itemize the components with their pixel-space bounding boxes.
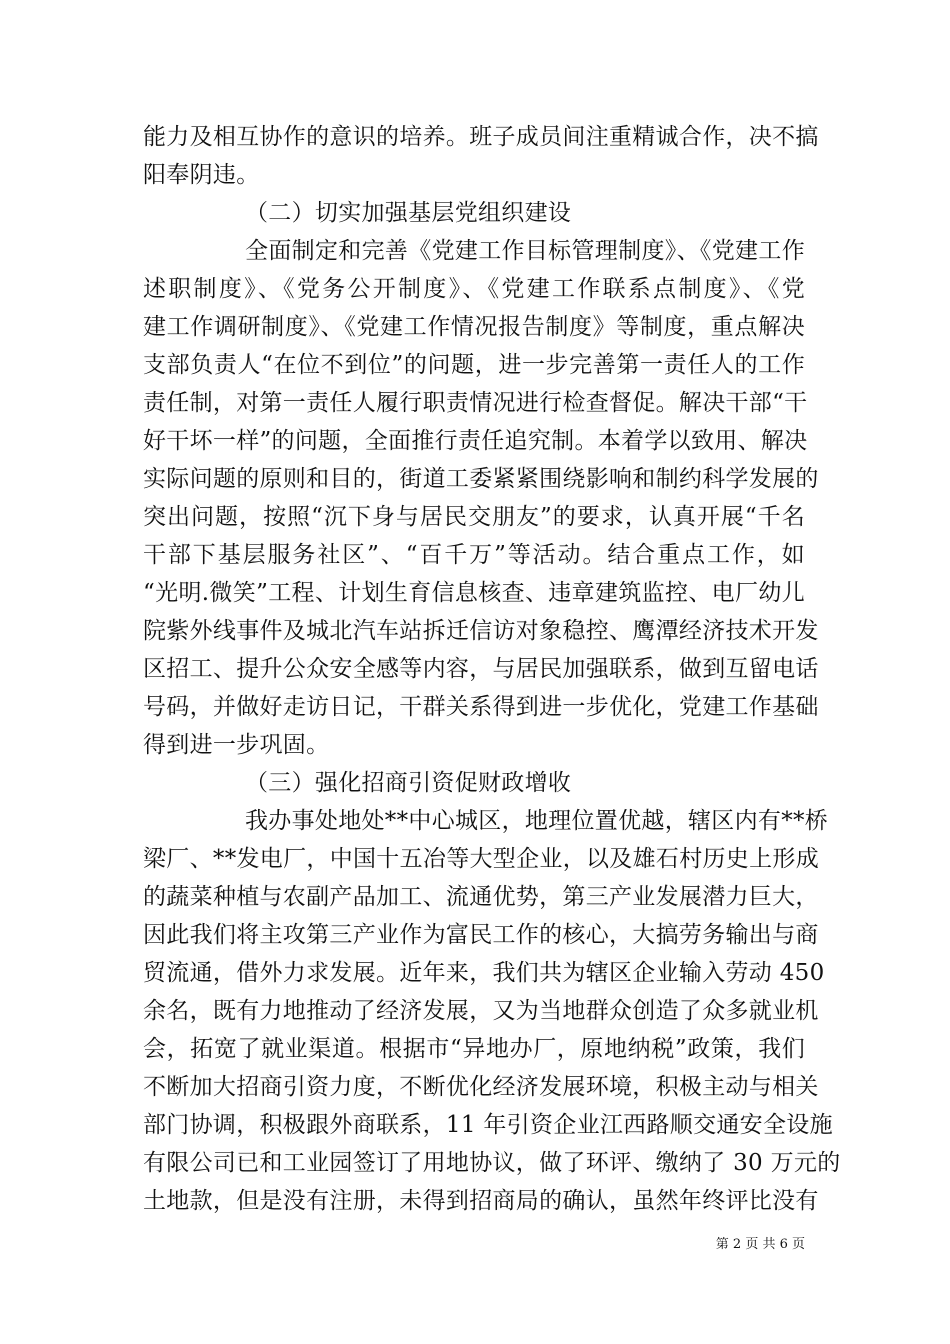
text-line: 好干坏一样”的问题，全面推行责任追究制。本着学以致用、解决 [143,428,808,454]
text-line: 责任制，对第一责任人履行职责情况进行检查督促。解决干部“干 [143,390,808,416]
text-line: 我办事处地处**中心城区，地理位置优越，辖区内有**桥 [245,808,829,834]
text-line: 不断加大招商引资力度，不断优化经济发展环境，积极主动与相关 [143,1074,819,1100]
text-line: 干部下基层服务社区”、“百千万”等活动。结合重点工作，如 [143,542,805,568]
text-line: 述职制度》、《党务公开制度》、《党建工作联系点制度》、《党 [143,276,805,302]
text-line: 全面制定和完善《党建工作目标管理制度》、《党建工作 [245,238,805,264]
text-line: 阳奉阴违。 [143,162,260,188]
text-line: 的蔬菜种植与农副产品加工、流通优势，第三产业发展潜力巨大， [143,884,819,910]
text-line: 土地款，但是没有注册，未得到招商局的确认，虽然年终评比没有 [143,1188,819,1214]
text-line: 得到进一步巩固。 [143,732,330,758]
text-line: 建工作调研制度》、《党建工作情况报告制度》等制度，重点解决 [143,314,805,340]
text-line: 有限公司已和工业园签订了用地协议，做了环评、缴纳了 30 万元的 [143,1150,841,1176]
page-number: 第 2 页 共 6 页 [715,1237,805,1252]
section-heading: （二）切实加强基层党组织建设 [245,200,572,226]
text-line: 支部负责人“在位不到位”的问题，进一步完善第一责任人的工作 [143,352,805,378]
text-line: 因此我们将主攻第三产业作为富民工作的核心，大搞劳务输出与商 [143,922,819,948]
text-line: 院紫外线事件及城北汽车站拆迁信访对象稳控、鹰潭经济技术开发 [143,618,819,644]
text-line: 贸流通，借外力求发展。近年来，我们共为辖区企业输入劳动 450 [143,960,825,986]
text-line: 号码，并做好走访日记，干群关系得到进一步优化，党建工作基础 [143,694,819,720]
text-line: 余名，既有力地推动了经济发展，又为当地群众创造了众多就业机 [143,998,819,1024]
text-line: 突出问题，按照“沉下身与居民交朋友”的要求，认真开展“千名 [143,504,805,530]
text-line: 部门协调，积极跟外商联系，11 年引资企业江西路顺交通安全设施 [143,1112,833,1138]
text-line: 会，拓宽了就业渠道。根据市“异地办厂，原地纳税”政策，我们 [143,1036,805,1062]
text-line: “光明.微笑”工程、计划生育信息核查、违章建筑监控、电厂幼儿 [143,580,805,606]
text-line: 区招工、提升公众安全感等内容，与居民加强联系，做到互留电话 [143,656,819,682]
section-heading: （三）强化招商引资促财政增收 [245,770,572,796]
text-line: 梁厂、**发电厂，中国十五冶等大型企业，以及雄石村历史上形成 [143,846,819,872]
text-line: 能力及相互协作的意识的培养。班子成员间注重精诚合作，决不搞 [143,124,819,150]
text-line: 实际问题的原则和目的，街道工委紧紧围绕影响和制约科学发展的 [143,466,819,492]
